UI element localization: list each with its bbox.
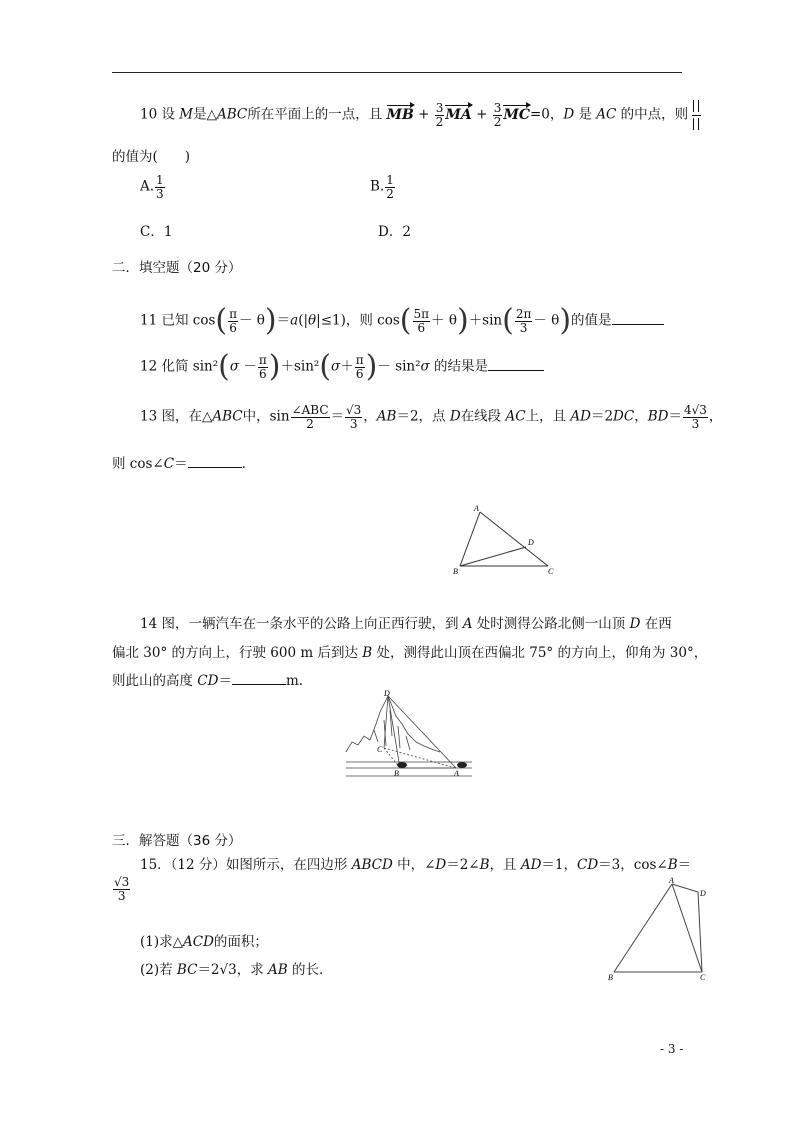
q13-text: 在线段 [460, 408, 506, 425]
q12-text: ＋ [340, 358, 354, 375]
var-ABC: ABC [216, 106, 248, 123]
frac-num: 5π [413, 306, 430, 321]
frac-den: 3 [156, 186, 164, 201]
frac-num: π [229, 306, 237, 321]
var-sigma: σ [331, 358, 341, 375]
label-B: B [453, 567, 458, 576]
fraction-2pi-3 [515, 308, 533, 334]
frac-num: √3 [114, 875, 130, 889]
q10-text: 是△ [193, 106, 217, 123]
fraction-pi-6 [258, 354, 268, 380]
var-D: D [435, 857, 447, 873]
q13-text: ＝ [668, 408, 682, 425]
q14-line3 [112, 669, 303, 689]
var-AC: AC [596, 106, 617, 123]
q13-text: 则 cos∠ [112, 456, 164, 472]
q11-text: － θ [239, 312, 265, 329]
q12-text: － sin² [377, 358, 421, 375]
frac-num: 4√3 [683, 403, 707, 417]
q13-line2 [112, 452, 246, 472]
frac-num: π [355, 352, 364, 367]
section-3-title: 三．解答题（36 分） [112, 833, 242, 849]
var-ABCD: ABCD [351, 857, 393, 873]
answer-blank[interactable] [232, 684, 286, 685]
q13-triangle-figure [450, 500, 560, 580]
q15-text: ，且 [489, 857, 521, 873]
var-BD: BD [647, 408, 669, 425]
var-a: a [290, 312, 299, 329]
paren-open: ( [218, 349, 230, 384]
q10-line2: 的值为( ) [112, 149, 191, 165]
frac-num: 1 [386, 173, 394, 187]
var-BC: BC [176, 962, 198, 978]
fraction-4sqrt3-3 [683, 404, 708, 430]
q10-line1: 10 设 M是△ABC所在平面上的一点，且 MB + $\frac{3}{2}$ MA + $\frac{3}{2}$ MC=0，D 是 AC 的中点，则 [140, 100, 702, 130]
page-number: - 3 - [660, 1042, 684, 1056]
paren-close: ) [264, 303, 277, 338]
header-rule [112, 72, 682, 73]
fraction-3-2 [493, 102, 503, 128]
var-D: D [629, 616, 641, 632]
vector-MB: MB [386, 106, 414, 123]
q10-text: =0， [529, 106, 564, 123]
vector-MC: MC [503, 106, 530, 123]
frac-num: 2π [515, 306, 532, 321]
q11-line [140, 303, 664, 338]
fraction [385, 174, 395, 200]
option-label: B. [370, 178, 385, 195]
var-ABC: ABC [212, 408, 243, 425]
var-CD: CD [577, 857, 599, 873]
var-AC: AC [505, 408, 526, 425]
q15-text: 15．（12 分）如图所示，在四边形 [140, 857, 352, 873]
q12-text: ＋sin² [280, 358, 320, 375]
fraction-pi-6 [228, 308, 238, 334]
var-theta: θ [308, 312, 317, 329]
fraction [155, 174, 165, 200]
q15-text: ＝2∠ [446, 857, 480, 873]
section-2-title: 二．填空题（20 分） [112, 260, 242, 276]
q15-text: ＝ [677, 857, 692, 873]
fraction-sqrt3-3 [113, 876, 130, 902]
q13-text: ＝ [174, 456, 188, 472]
frac-den: 6 [417, 320, 426, 335]
label-B: B [394, 769, 399, 778]
frac-num: 3 [493, 100, 502, 115]
var-M: M [179, 106, 194, 123]
q14-text: 则此山的高度 [112, 673, 198, 689]
label-D: D [700, 889, 706, 898]
q10-option-a[interactable] [140, 174, 166, 200]
frac-den: 2 [306, 416, 314, 431]
label-D: D [528, 538, 534, 547]
q14-text: 在西 [640, 616, 672, 632]
label-B: B [608, 973, 613, 982]
frac-den: 2 [493, 114, 502, 129]
fraction-angle-ABC-2 [291, 404, 330, 430]
q10-option-c[interactable]: C．1 [140, 224, 173, 240]
var-CD: CD [197, 673, 219, 689]
frac-den: 3 [117, 888, 126, 903]
q15-text: 的面积； [213, 934, 268, 950]
q11-text: － θ [533, 312, 560, 329]
frac-den: 3 [519, 320, 528, 335]
var-sigma: σ [229, 358, 240, 375]
paren-close: ) [559, 303, 572, 338]
q11-text: |≤1)，则 cos [316, 312, 400, 329]
q15-text: 的长． [287, 962, 333, 978]
q11-text: 的值是 [571, 312, 612, 329]
paren-close: ) [365, 349, 378, 384]
var-DC: DC [613, 408, 635, 425]
var-AD: AD [570, 408, 591, 425]
car-icon [397, 762, 407, 768]
q15-text: (2)若 [140, 962, 177, 978]
q15-text: (1)求△ [140, 934, 184, 950]
var-AB: AB [268, 962, 288, 978]
vector-MA: MA [445, 106, 472, 123]
var-C: C [163, 456, 175, 472]
var-B: B [667, 857, 678, 873]
q15-part1 [140, 930, 268, 950]
frac-den: 6 [258, 366, 267, 381]
paren-close: ) [456, 303, 469, 338]
q13-text: ， [708, 408, 723, 425]
var-AD: AD [520, 857, 542, 873]
ratio-bars [692, 100, 702, 130]
frac-num: √3 [346, 403, 362, 417]
q10-option-d[interactable]: D．2 [378, 224, 411, 240]
q15-line1 [140, 853, 691, 873]
q11-text: ＋sin [468, 312, 503, 329]
frac-den: 3 [691, 416, 700, 431]
q10-prefix: 10 设 [140, 106, 180, 123]
frac-den: 2 [435, 114, 444, 129]
q13-text: ， [363, 408, 377, 425]
label-C: C [700, 973, 706, 982]
q13-line1 [140, 404, 722, 430]
q13-text: . [241, 456, 246, 472]
q12-text: 12 化简 sin² [140, 358, 219, 375]
label-C: C [548, 567, 554, 576]
label-C: C [377, 745, 383, 754]
q15-text: 中，∠ [392, 857, 436, 873]
q14-text: 偏北 30° 的方向上，行驶 600 m 后到达 [112, 645, 363, 661]
var-D: D [449, 408, 461, 425]
q10-option-b[interactable] [370, 174, 396, 200]
var-D: D [563, 106, 575, 123]
q11-text: ＋ θ [431, 312, 457, 329]
q13-text: ＝2 [590, 408, 614, 425]
label-A: A [669, 876, 674, 885]
q13-text: ＝ [330, 408, 345, 425]
q13-text: 上，且 [525, 408, 571, 425]
q13-text: 13 图，在△ [140, 408, 213, 425]
label-D: D [384, 690, 390, 698]
paren-close: ) [268, 349, 281, 384]
q10-text: 所在平面上的一点，且 [247, 106, 383, 123]
q13-text: ， [634, 408, 648, 425]
var-sigma: σ [420, 358, 430, 375]
paren-open: ( [399, 303, 412, 338]
answer-blank[interactable] [188, 467, 242, 468]
label-A: A [474, 504, 479, 513]
q13-text: 中，sin [242, 408, 290, 425]
frac-den: 3 [349, 416, 358, 431]
q14-text: 14 图，一辆汽车在一条水平的公路上向正西行驶，到 [140, 616, 463, 632]
answer-blank[interactable] [612, 324, 664, 325]
frac-num: ∠ABC [291, 403, 329, 417]
frac-den: 6 [229, 320, 237, 335]
q12-text: 的结果是 [429, 358, 489, 375]
q15-text: ＝2√3，求 [197, 962, 269, 978]
q11-text: 11 已知 cos [140, 312, 216, 329]
fraction-5pi-6 [413, 308, 431, 334]
q14-text: 处时测得公路北侧一山顶 [472, 616, 630, 632]
option-label: A. [140, 178, 155, 195]
answer-blank[interactable] [488, 370, 544, 371]
q11-text: ＝ [276, 312, 291, 329]
label-A: A [454, 769, 459, 778]
q14-text: m. [285, 673, 304, 689]
q15-text: ＝3，cos∠ [598, 857, 668, 873]
car-icon [457, 762, 467, 768]
fraction-3-2 [435, 102, 445, 128]
frac-num: π [258, 352, 267, 367]
frac-num: 3 [435, 100, 444, 115]
var-B: B [362, 645, 373, 661]
fraction-sqrt3-3 [345, 404, 362, 430]
paren-open: ( [502, 303, 514, 338]
var-A: A [462, 616, 473, 632]
q13-text: ＝2，点 [396, 408, 450, 425]
q15-fraction-line [112, 876, 131, 902]
q11-text: (| [298, 312, 309, 329]
q15-quadrilateral-figure [604, 874, 724, 984]
q15-text: ＝1， [541, 857, 578, 873]
q14-line2 [112, 641, 707, 661]
q14-text: 处，测得此山顶在西偏北 75° 的方向上，仰角为 30°， [372, 645, 708, 661]
fraction-pi-6 [355, 354, 365, 380]
q12-text: － [239, 358, 257, 375]
frac-num: 1 [156, 173, 164, 187]
q15-part2 [140, 958, 332, 978]
var-AB: AB [376, 408, 397, 425]
q10-text: 的中点，则 [616, 106, 689, 123]
q12-line [140, 349, 544, 384]
q10-text: 是 [574, 106, 597, 123]
paren-open: ( [215, 303, 228, 338]
q14-mountain-figure [344, 690, 474, 780]
q14-text: ＝ [218, 673, 232, 689]
var-B: B [479, 857, 490, 873]
frac-den: 6 [355, 366, 364, 381]
q14-line1 [140, 612, 672, 632]
frac-den: 2 [386, 186, 394, 201]
var-ACD: ACD [183, 934, 214, 950]
paren-open: ( [319, 349, 332, 384]
